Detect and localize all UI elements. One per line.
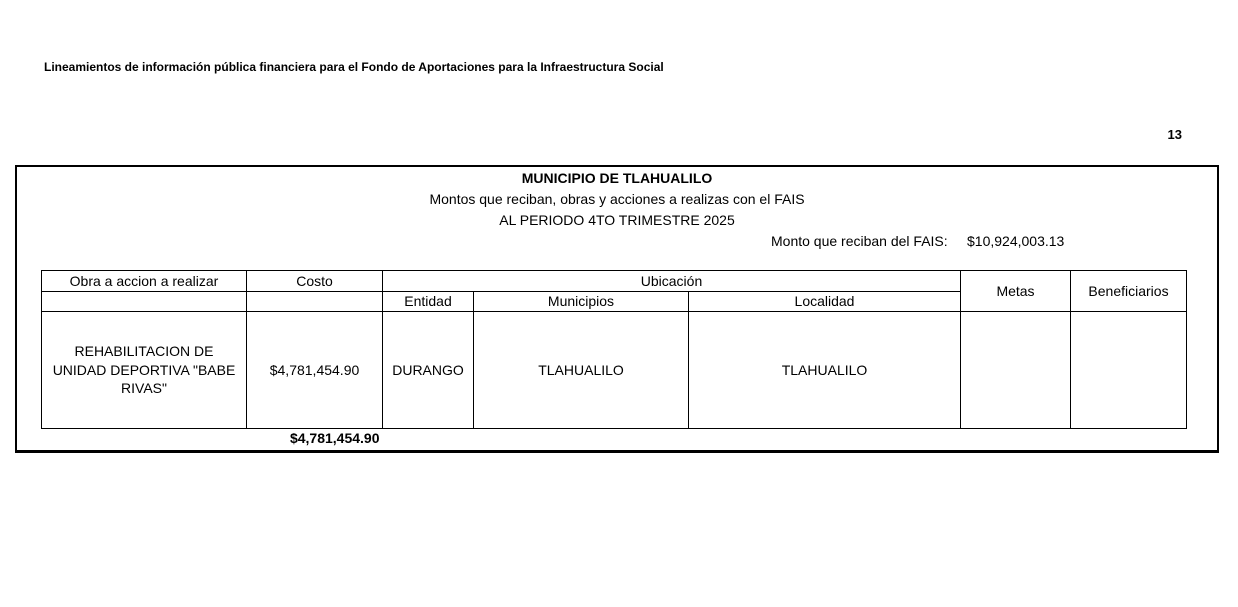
cell-localidad: TLAHUALILO: [689, 312, 961, 429]
total-spacer-3: [474, 429, 689, 448]
header-beneficiarios: Beneficiarios: [1071, 271, 1187, 312]
cell-obra: REHABILITACION DE UNIDAD DEPORTIVA "BABE RIVAS": [42, 312, 247, 429]
cell-metas: [961, 312, 1071, 429]
header-entidad: Entidad: [383, 292, 474, 312]
report-title: MUNICIPIO DE TLAHUALILO: [521, 170, 713, 186]
table-header-row: [42, 271, 1187, 292]
cell-entidad: DURANGO: [383, 312, 474, 429]
total-spacer-2: [383, 429, 474, 448]
total-spacer-6: [1071, 429, 1187, 448]
header-metas: Metas: [961, 271, 1071, 312]
header-obra-blank: [42, 292, 247, 312]
header-localidad: Localidad: [689, 292, 961, 312]
total-spacer: [42, 429, 247, 448]
header-costo-blank: [247, 292, 383, 312]
cell-costo: $4,781,454.90: [247, 312, 383, 429]
table-row: [42, 312, 1187, 429]
total-row: [42, 429, 1187, 448]
cell-municipio: TLAHUALILO: [474, 312, 689, 429]
cell-beneficiarios: [1071, 312, 1187, 429]
document-header: Lineamientos de información pública financiera para el Fondo de Aportaciones para la Infraestructura Social: [44, 60, 664, 74]
total-cost: $4,781,454.90: [289, 430, 380, 446]
report-period: AL PERIODO 4TO TRIMESTRE 2025: [499, 212, 735, 228]
report-subtitle: Montos que reciban, obras y acciones a realizas con el FAIS: [429, 191, 805, 207]
total-spacer-4: [689, 429, 961, 448]
header-costo: Costo: [247, 271, 383, 292]
header-municipios: Municipios: [474, 292, 689, 312]
page-number: 13: [1167, 127, 1182, 142]
header-obra: Obra a accion a realizar: [42, 271, 247, 292]
header-ubicacion: Ubicación: [383, 271, 961, 292]
report-frame: [15, 165, 1219, 453]
fais-amount-label: Monto que reciban del FAIS:: [771, 233, 948, 249]
total-spacer-5: [961, 429, 1071, 448]
fais-amount-value: $10,924,003.13: [967, 233, 1065, 249]
works-table: [41, 270, 1187, 448]
